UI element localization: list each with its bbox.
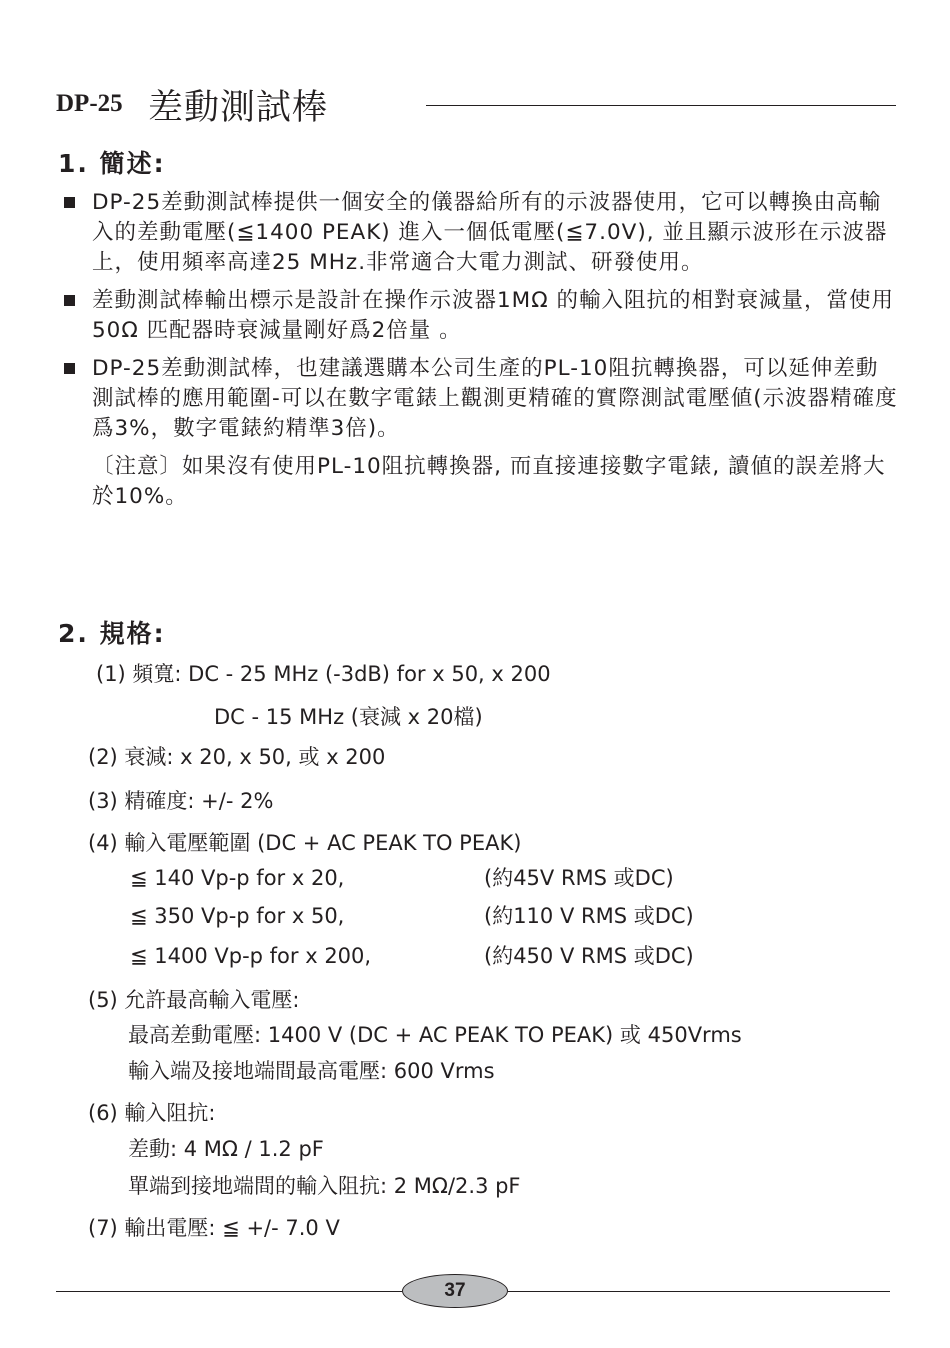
spec-bandwidth: (1) 頻寬: DC - 25 MHz (-3dB) for x 50, x 200: [96, 662, 551, 686]
input-range-limit: ≦ 350 Vp-p for x 50,: [130, 904, 345, 928]
bullet-text: DP-25差動測試棒提供一個安全的儀器給所有的示波器使用，它可以轉換由高輸入的差動電壓(≦1400 PEAK) 進入一個低電壓(≦7.0V), 並且顯示波形在示波器上，使用頻率高達25 MHz.非常適合大電力測試、研發使用。: [92, 190, 888, 275]
bullet-item: [62, 188, 898, 278]
input-range-row: [130, 942, 830, 970]
spec-attenuation: (2) 衰減: x 20, x 50, 或 x 200: [88, 745, 386, 769]
spec-output-voltage: (7) 輸出電壓: ≦ +/- 7.0 V: [88, 1216, 340, 1240]
square-bullet-icon: [64, 197, 75, 208]
spec-impedance-single-ended: 單端到接地端間的輸入阻抗: 2 MΩ/2.3 pF: [128, 1174, 521, 1198]
model-label: DP-25: [56, 90, 123, 117]
footer-rule-left: [56, 1291, 402, 1292]
page-header: [56, 80, 896, 126]
spec-input-range-title: (4) 輸入電壓範圍 (DC + AC PEAK TO PEAK): [88, 831, 522, 855]
spec-bandwidth-secondary: DC - 15 MHz (衰減 x 20檔): [214, 705, 483, 729]
input-range-rms: (約45V RMS 或DC): [484, 866, 674, 890]
spec-accuracy: (3) 精確度: +/- 2%: [88, 789, 274, 813]
input-range-limit: ≦ 1400 Vp-p for x 200,: [130, 944, 372, 968]
input-range-limit: ≦ 140 Vp-p for x 20,: [130, 866, 345, 890]
page-number: 37: [402, 1274, 508, 1308]
spec-max-differential: 最高差動電壓: 1400 V (DC + AC PEAK TO PEAK) 或 450Vrms: [128, 1023, 742, 1047]
page-title: 差動測試棒: [148, 88, 329, 128]
bullet-item: [62, 286, 898, 346]
spec-impedance-differential: 差動: 4 MΩ / 1.2 pF: [128, 1137, 324, 1161]
section-1-heading: 1. 簡述:: [58, 149, 166, 178]
input-range-rms: (約110 V RMS 或DC): [484, 904, 694, 928]
spec-impedance-title: (6) 輸入阻抗:: [88, 1101, 216, 1125]
bullet-text: DP-25差動測試棒，也建議選購本公司生產的PL-10阻抗轉換器，可以延伸差動測試棒的應用範圍-可以在數字電錶上觀測更精確的實際測試電壓値(示波器精確度爲3%，數字電錶約精準3倍)。: [92, 356, 898, 441]
spec-max-input-title: (5) 允許最高輸入電壓:: [88, 988, 300, 1012]
square-bullet-icon: [64, 295, 75, 306]
bullet-item: [62, 354, 898, 444]
input-range-row: [130, 902, 830, 930]
input-range-rms: (約450 V RMS 或DC): [484, 944, 694, 968]
square-bullet-icon: [64, 363, 75, 374]
section-1-bullet-list: [62, 188, 898, 512]
bullet-text: 差動測試棒輸出標示是設計在操作示波器1MΩ 的輸入阻抗的相對衰減量，當使用50Ω 匹配器時衰減量剛好爲2倍量 。: [92, 288, 894, 343]
spec-max-common-mode: 輸入端及接地端間最高電壓: 600 Vrms: [128, 1059, 495, 1083]
header-rule: [426, 105, 896, 106]
footer-rule-right: [508, 1291, 890, 1292]
input-range-row: [130, 864, 830, 892]
note-text: 〔注意〕如果沒有使用PL-10阻抗轉換器, 而直接連接數字電錶, 讀値的誤差將大於10%。: [92, 454, 886, 509]
section-2-heading: 2. 規格:: [58, 619, 166, 648]
